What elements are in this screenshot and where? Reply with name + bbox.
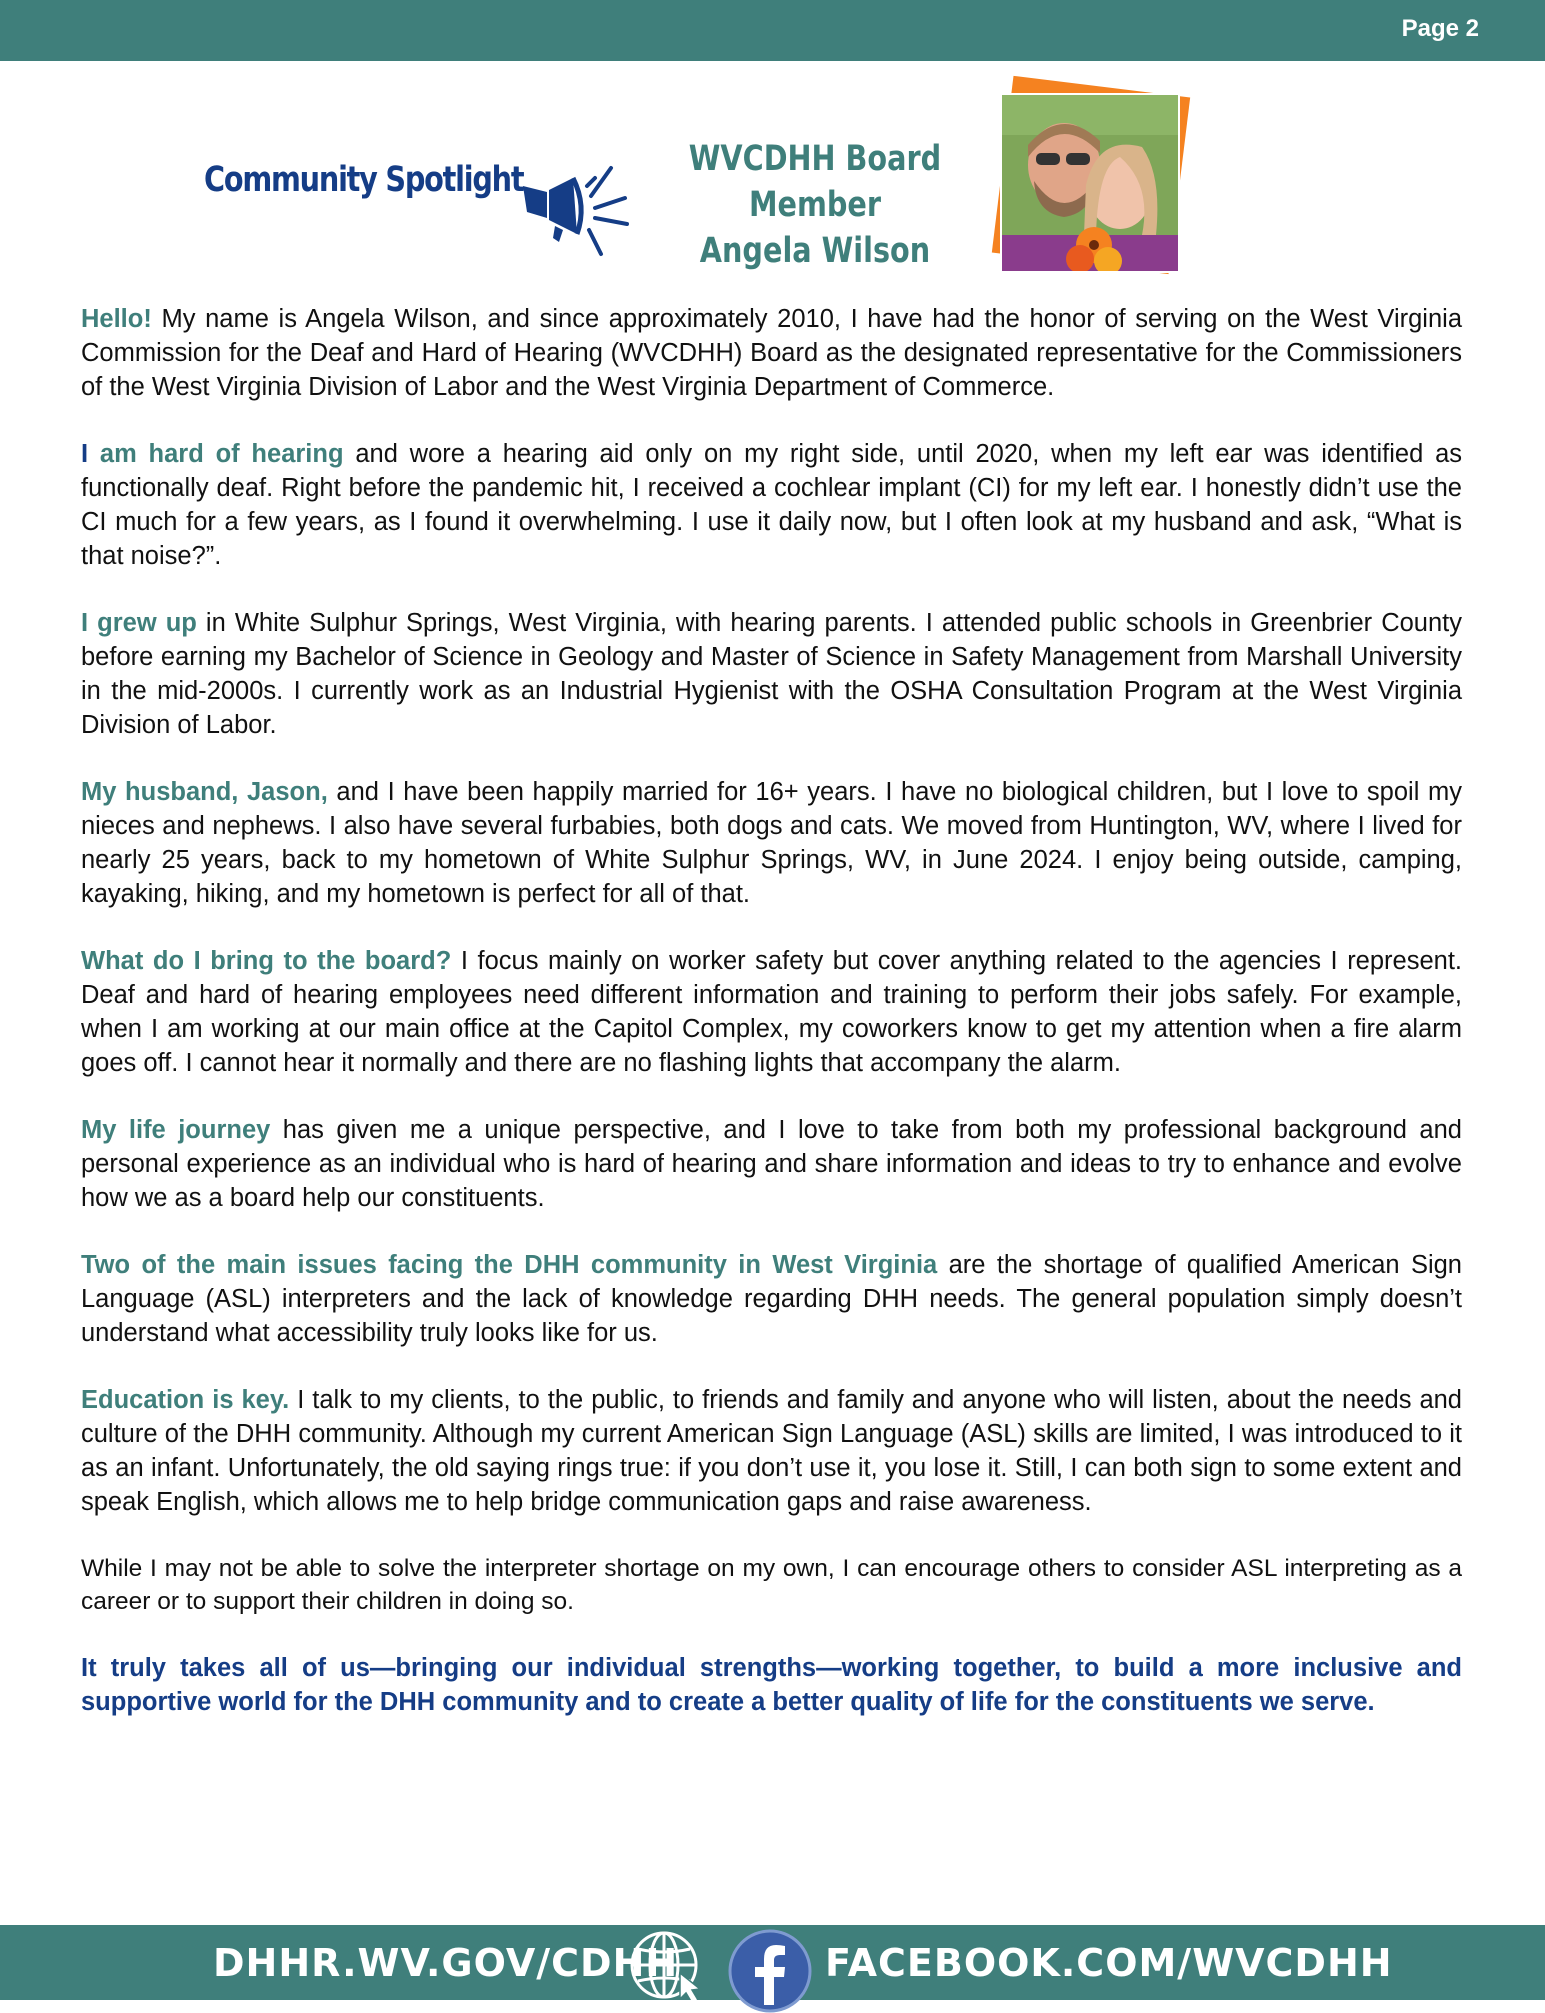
portrait-photo [990, 80, 1200, 290]
paragraph-intro [81, 302, 1462, 404]
paragraph-text: in White Sulphur Springs, West Virginia, with hearing parents. I attended public schools in Greenbrier County before earning my Bachelor of Science in Geology and Master of Science in Safety Management from Marshall University in the mid-2000s. I currently work as an Industrial Hygienist with the OSHA Consultation Program at the West Virginia Division of Labor. [81, 609, 1462, 739]
paragraph-lead: My husband, Jason, [81, 778, 328, 806]
board-title-line2: Angela Wilson [699, 231, 931, 271]
paragraph-lead: Education is key. [81, 1386, 290, 1414]
spotlight-header [0, 80, 1545, 290]
paragraph-lead: What do I bring to the board? [81, 947, 452, 975]
paragraph-text: has given me a unique perspective, and I love to take from both my professional background and personal experience as an individual who is hard of hearing and share information and ideas to try to enhance and evolve how we as a board help our constituents. [81, 1116, 1462, 1212]
paragraph-lead-pre: I [81, 440, 89, 468]
paragraph-text: are the shortage of qualified American Sign Language (ASL) interpreters and the lack of knowledge regarding DHH needs. The general population simply doesn’t understand what accessibility truly looks like for us. [81, 1251, 1462, 1347]
facebook-link[interactable]: FACEBOOK.COM/WVCDHH [825, 1941, 1393, 1985]
paragraph-lead: Two of the main issues facing the DHH community in West Virginia [81, 1251, 938, 1279]
top-banner [0, 0, 1545, 61]
paragraph-text: and wore a hearing aid only on my right side, until 2020, when my left ear was identified as functionally deaf. Right before the pandemic hit, I received a cochlear implant (CI) for my left ear. I honestly didn’t use the CI much for a few years, as I found it overwhelming. I use it daily now, but I often look at my husband and ask, “What is that noise?”. [81, 440, 1463, 570]
paragraph-lead: Hello! [81, 305, 152, 333]
website-link[interactable]: DHHR.WV.GOV/CDHH [213, 1941, 679, 1985]
article-body [81, 302, 1462, 1752]
board-title-line1: WVCDHH Board Member [688, 139, 942, 225]
facebook-icon[interactable] [728, 1929, 812, 2013]
footer-banner [0, 1925, 1545, 2000]
paragraph-family [81, 775, 1462, 911]
paragraph-text: and I have been happily married for 16+ years. I have no biological children, but I love to spoil my nieces and nephews. I also have several furbabies, both dogs and cats. We moved from Huntington, WV, where I lived for nearly 25 years, back to my hometown of White Sulphur Springs, WV, in June 2024. I enjoy being outside, camping, kayaking, hiking, and my hometown is perfect for all of that. [81, 778, 1462, 908]
paragraph-lead: My life journey [81, 1116, 271, 1144]
paragraph-life-journey [81, 1113, 1462, 1215]
paragraph-education [81, 1383, 1462, 1519]
board-member-title [672, 136, 959, 274]
closing-statement: It truly takes all of us—bringing our individual strengths—working together, to build a more inclusive and supportive world for the DHH community and to create a better quality of life for the constituents we serve. [81, 1654, 1462, 1716]
paragraph-text: My name is Angela Wilson, and since approximately 2010, I have had the honor of serving on the West Virginia Commission for the Deaf and Hard of Hearing (WVCDHH) Board as the designated representative for the Commissioners of the West Virginia Division of Labor and the West Virginia Department of Commerce. [81, 305, 1462, 401]
paragraph-board-role [81, 944, 1462, 1080]
paragraph-lead: I grew up [81, 609, 197, 637]
globe-icon [628, 1929, 708, 2000]
paragraph-issues [81, 1248, 1462, 1350]
paragraph-lead: am hard of hearing [88, 440, 344, 468]
page-number: Page 2 [1401, 15, 1479, 42]
paragraph-text: I talk to my clients, to the public, to friends and family and anyone who will listen, about the needs and culture of the DHH community. Although my current American Sign Language (ASL) skills are limited, I was introduced to it as an infant. Unfortunately, the old saying rings true: if you don’t use it, you lose it. Still, I can both sign to some extent and speak English, which allows me to help bridge communication gaps and raise awareness. [81, 1386, 1462, 1516]
portrait-image [1000, 93, 1180, 273]
paragraph-interpreter-shortage: While I may not be able to solve the interpreter shortage on my own, I can encourage others to consider ASL interpreting as a career or to support their children in doing so. [81, 1555, 1462, 1615]
spotlight-label: Community Spotlight [204, 160, 524, 200]
megaphone-icon [515, 138, 635, 258]
paragraph-hearing [81, 437, 1462, 573]
paragraph-text: I focus mainly on worker safety but cover anything related to the agencies I represent. Deaf and hard of hearing employees need different information and training to perform their jobs safely. For example, when I am working at our main office at the Capitol Complex, my coworkers know to get my attention when a fire alarm goes off. I cannot hear it normally and there are no flashing lights that accompany the alarm. [81, 947, 1463, 1077]
paragraph-grew-up [81, 606, 1462, 742]
